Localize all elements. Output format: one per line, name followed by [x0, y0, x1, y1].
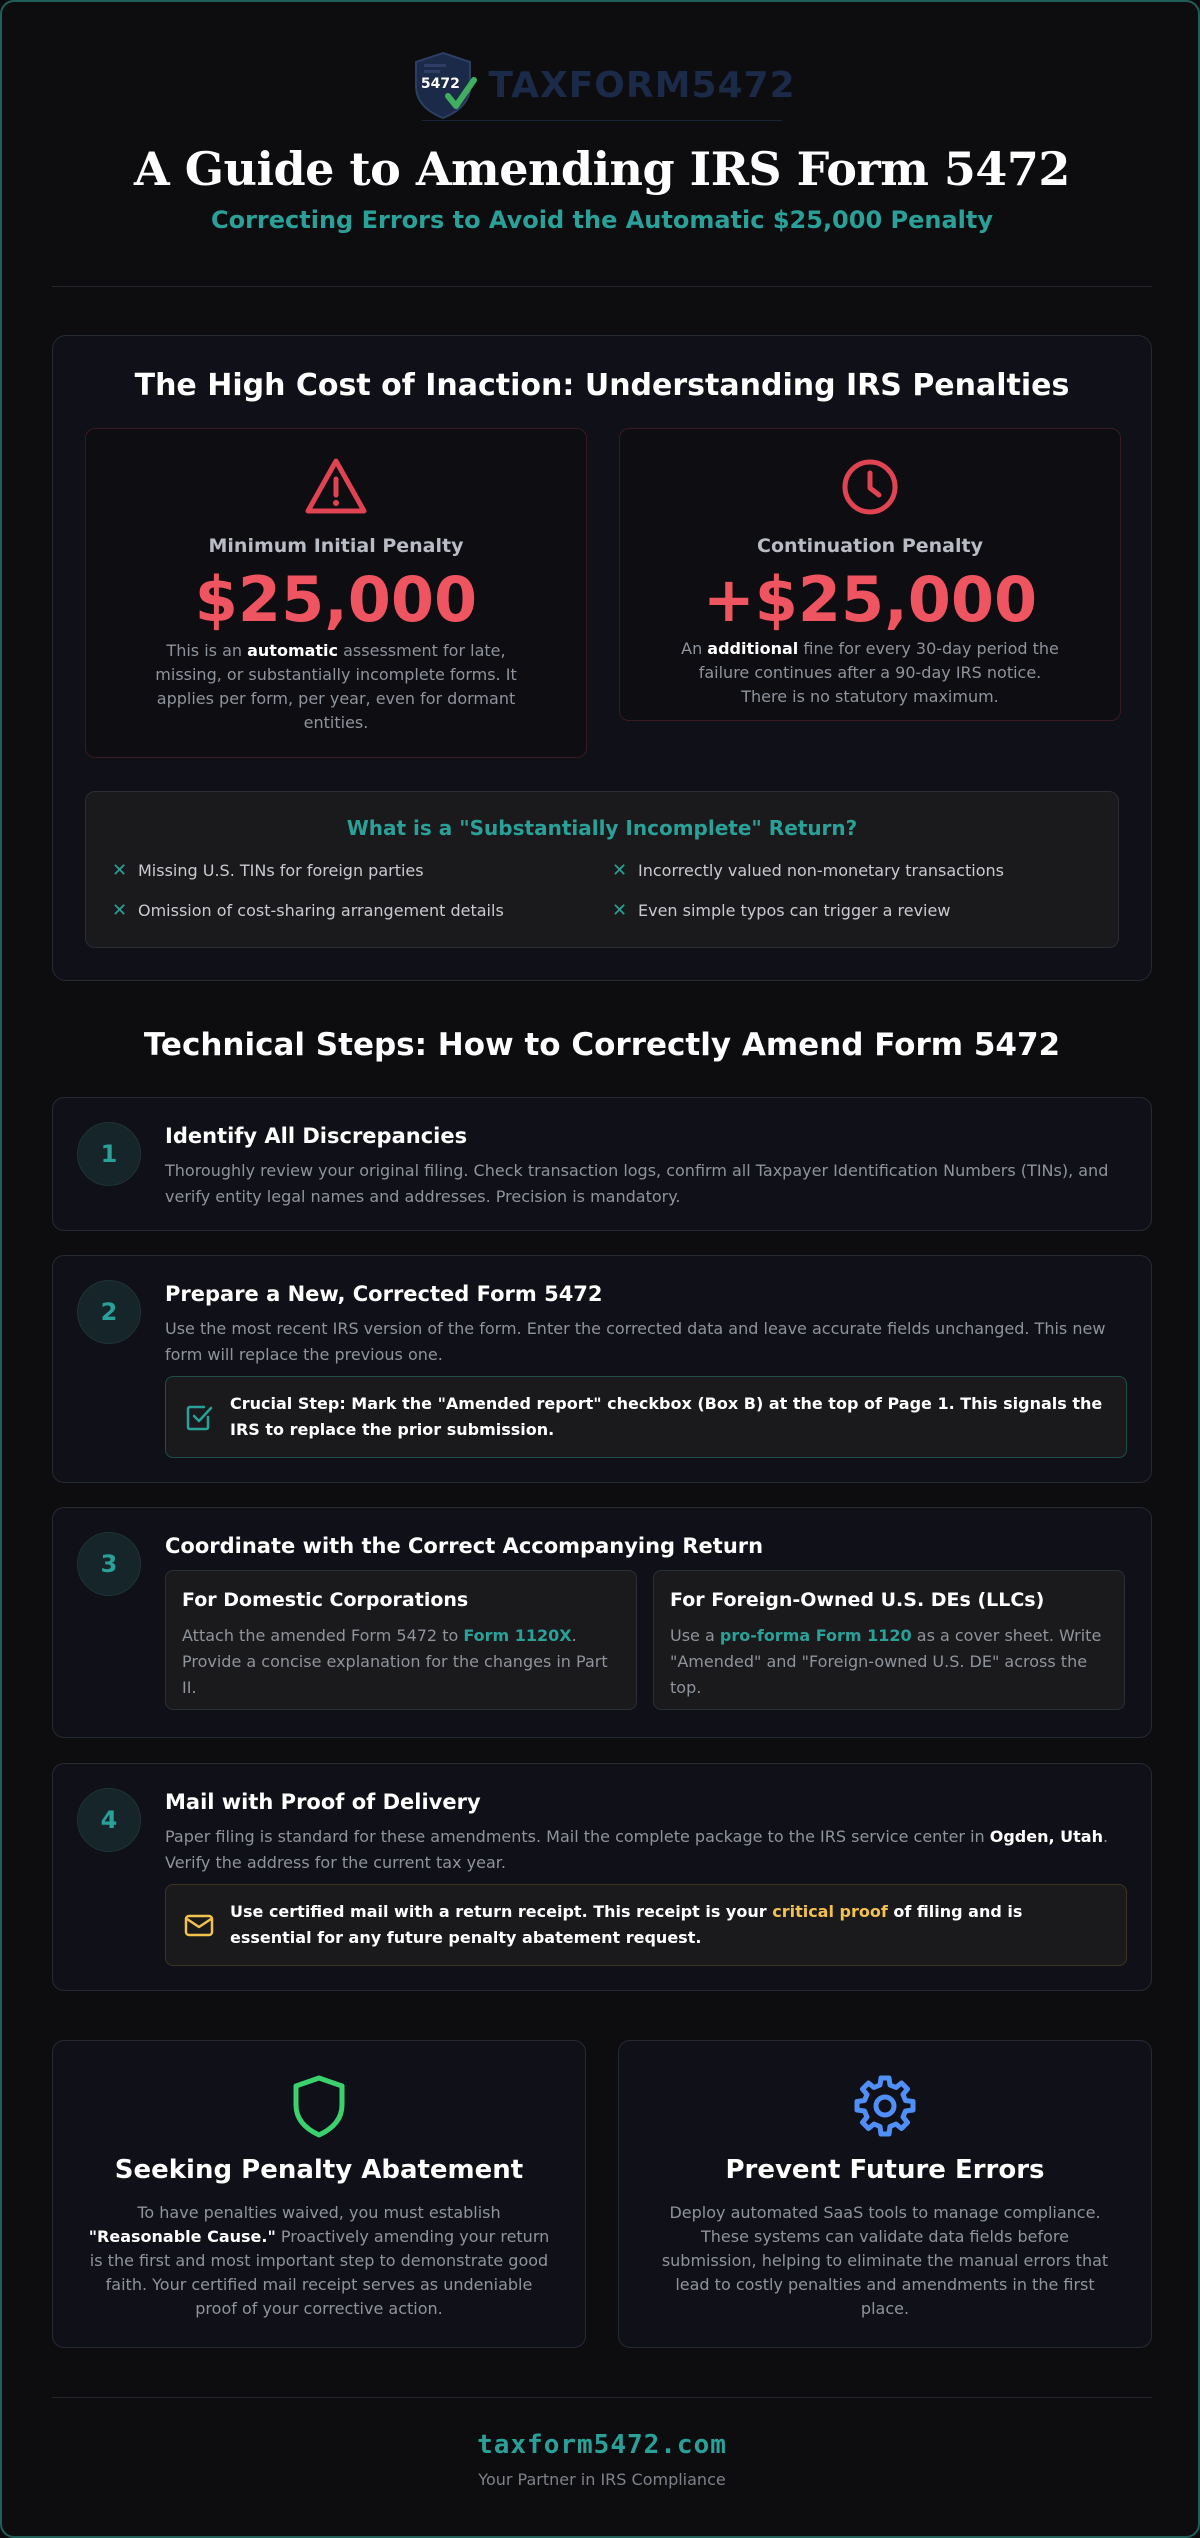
continuation-penalty-desc: An additional fine for every 30-day period the failure continues after a 90-day IRS notice. There is no statutory maximum.	[681, 639, 1059, 706]
logo-wordmark: TAXFORM5472	[488, 64, 796, 106]
x-icon: ✕	[612, 900, 628, 921]
warning-triangle-icon	[304, 455, 368, 519]
page-title: A Guide to Amending IRS Form 5472	[134, 142, 1070, 196]
initial-penalty-amount: $25,000	[194, 563, 478, 636]
step-4-card	[52, 1763, 1152, 1991]
sub-desc: Use a pro-forma Form 1120 as a cover sheet. Write "Amended" and "Foreign-owned U.S. DE" across the top.	[670, 1626, 1102, 1697]
sub-desc: Attach the amended Form 5472 to Form 1120X. Provide a concise explanation for the changes in Part II.	[182, 1626, 608, 1697]
continuation-penalty-amount: +$25,000	[702, 563, 1038, 636]
initial-penalty-card	[85, 428, 587, 758]
logo-shield-icon	[408, 50, 478, 120]
footer-divider	[52, 2397, 1152, 2398]
logo-divider	[422, 120, 782, 121]
step-2-card	[52, 1255, 1152, 1483]
step-number: 3	[77, 1532, 141, 1596]
list-item: ✕ Incorrectly valued non-monetary transactions	[612, 860, 1004, 881]
step-desc: Use the most recent IRS version of the form. Enter the corrected data and leave accurate fields unchanged. This new form will replace the previous one.	[165, 1319, 1106, 1364]
amended-checkbox-callout	[165, 1376, 1127, 1458]
callout-text: Crucial Step: Mark the "Amended report" checkbox (Box B) at the top of Page 1. This signals the IRS to replace the prior submission.	[230, 1394, 1103, 1439]
sub-title: For Domestic Corporations	[182, 1589, 469, 1611]
step-1-card	[52, 1097, 1152, 1231]
prevent-errors-card	[618, 2040, 1152, 2348]
certified-mail-callout	[165, 1884, 1127, 1966]
mail-icon	[184, 1910, 214, 1940]
step-3-card	[52, 1507, 1152, 1738]
step-title: Prepare a New, Corrected Form 5472	[165, 1282, 603, 1306]
step-number: 2	[77, 1280, 141, 1344]
logo-badge-text: 5472	[420, 76, 460, 92]
incomplete-return-box	[85, 791, 1119, 948]
gear-icon	[852, 2073, 918, 2139]
callout-text: Use certified mail with a return receipt. This receipt is your critical proof of filing and is essential for any future penalty abatement request.	[230, 1902, 1023, 1947]
penalty-abatement-card	[52, 2040, 586, 2348]
continuation-penalty-label: Continuation Penalty	[757, 535, 983, 557]
sub-title: For Foreign-Owned U.S. DEs (LLCs)	[670, 1589, 1045, 1611]
prevent-desc: Deploy automated SaaS tools to manage compliance. These systems can validate data fields before submission, helping to eliminate the manual errors that lead to costly penalties and amendments in the first place.	[661, 2203, 1109, 2318]
step-desc: Paper filing is standard for these amendments. Mail the complete package to the IRS service center in Ogden, Utah. Verify the address for the current tax year.	[165, 1827, 1109, 1872]
incomplete-return-title: What is a "Substantially Incomplete" Return?	[346, 816, 858, 840]
footer-tagline: Your Partner in IRS Compliance	[478, 2470, 726, 2489]
initial-penalty-label: Minimum Initial Penalty	[208, 535, 464, 557]
step-title: Identify All Discrepancies	[165, 1124, 468, 1148]
footer-website-link[interactable]: taxform5472.com	[477, 2430, 727, 2460]
check-square-icon	[184, 1402, 214, 1432]
list-item: ✕ Missing U.S. TINs for foreign parties	[112, 860, 424, 881]
steps-title: Technical Steps: How to Correctly Amend Form 5472	[143, 1027, 1061, 1063]
step-desc: Thoroughly review your original filing. Check transaction logs, confirm all Taxpayer Identification Numbers (TINs), and verify entity legal names and addresses. Precision is mandatory.	[165, 1161, 1109, 1206]
shield-icon	[286, 2073, 352, 2139]
penalties-title: The High Cost of Inaction: Understanding IRS Penalties	[134, 368, 1070, 403]
prevent-title: Prevent Future Errors	[725, 2155, 1045, 2185]
step-title: Mail with Proof of Delivery	[165, 1790, 481, 1814]
x-icon: ✕	[612, 860, 628, 881]
list-item: ✕ Omission of cost-sharing arrangement details	[112, 900, 504, 921]
abatement-title: Seeking Penalty Abatement	[114, 2155, 524, 2185]
brand-logo	[2, 50, 1200, 120]
abatement-desc: To have penalties waived, you must establish "Reasonable Cause." Proactively amending your return is the first and most important step to demonstrate good faith. Your certified mail receipt serves as undeniable proof of your corrective action.	[88, 2203, 550, 2318]
penalties-panel	[52, 335, 1152, 981]
clock-icon	[838, 455, 902, 519]
continuation-penalty-card	[619, 428, 1121, 721]
header-divider	[52, 286, 1152, 287]
foreign-owned-des-box	[653, 1570, 1125, 1710]
step-number: 1	[77, 1122, 141, 1186]
step-number: 4	[77, 1788, 141, 1852]
x-icon: ✕	[112, 860, 128, 881]
page-subtitle: Correcting Errors to Avoid the Automatic $25,000 Penalty	[210, 206, 993, 234]
x-icon: ✕	[112, 900, 128, 921]
domestic-corporations-box	[165, 1570, 637, 1710]
initial-penalty-desc: This is an automatic assessment for late, missing, or substantially incomplete forms. It applies per form, per year, even for dormant entities.	[155, 641, 517, 732]
step-title: Coordinate with the Correct Accompanying Return	[165, 1534, 764, 1558]
list-item: ✕ Even simple typos can trigger a review	[612, 900, 951, 921]
